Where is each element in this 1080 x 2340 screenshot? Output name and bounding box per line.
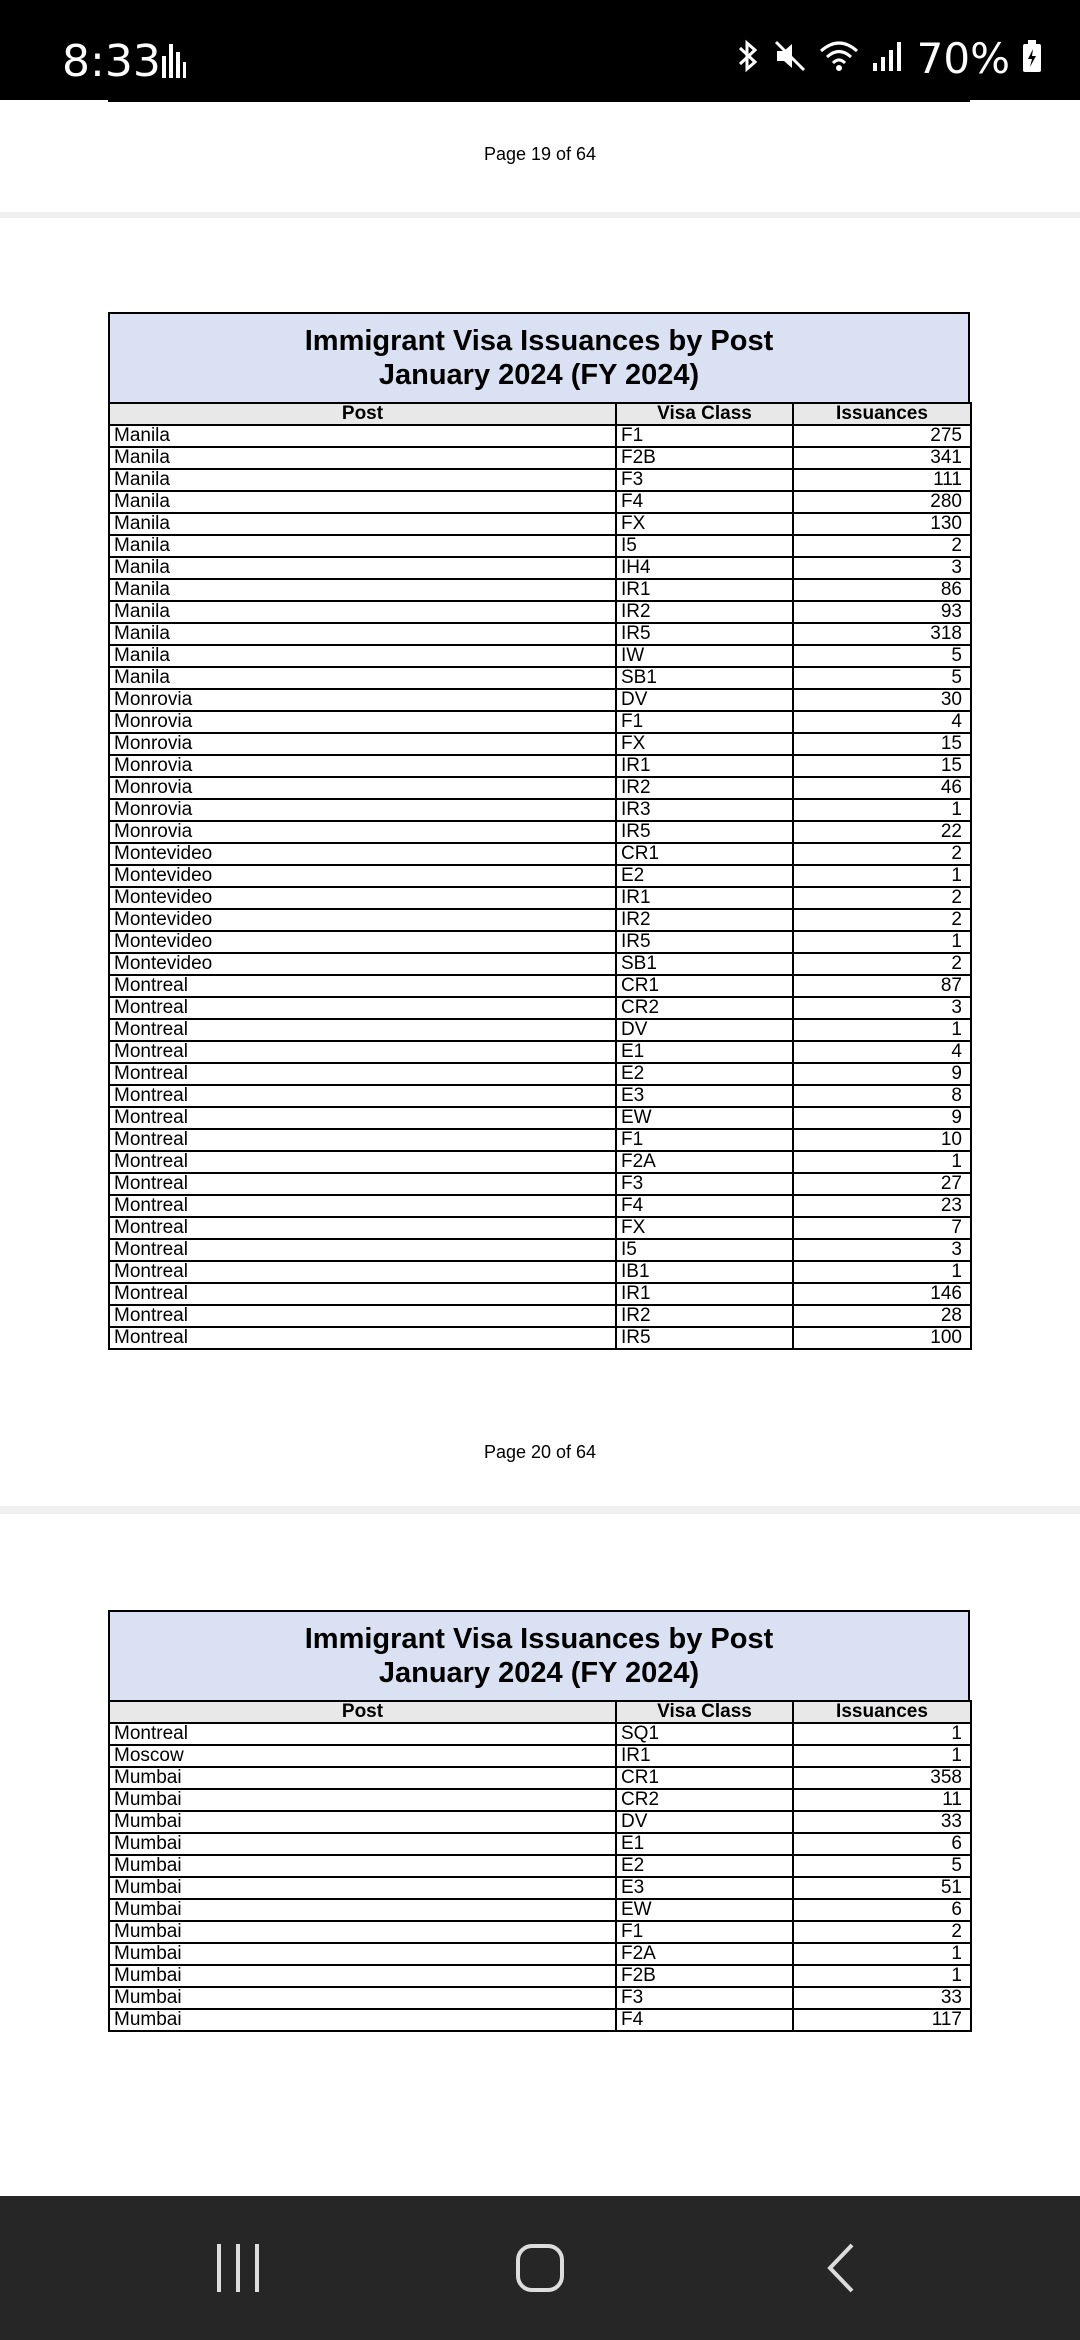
table-body bbox=[109, 425, 971, 1349]
table-row bbox=[109, 1723, 971, 1745]
cell-issuances: 15 bbox=[793, 755, 971, 777]
table-row bbox=[109, 975, 971, 997]
cell-issuances: 5 bbox=[793, 645, 971, 667]
cell-issuances: 27 bbox=[793, 1173, 971, 1195]
back-button[interactable] bbox=[812, 2238, 872, 2298]
home-icon bbox=[514, 2242, 566, 2294]
recent-apps-icon bbox=[213, 2242, 263, 2294]
cell-visa-class: IR5 bbox=[616, 931, 793, 953]
cell-post: Montreal bbox=[109, 1723, 616, 1745]
cell-visa-class: IR5 bbox=[616, 821, 793, 843]
cell-visa-class: E3 bbox=[616, 1085, 793, 1107]
cell-issuances: 1 bbox=[793, 1965, 971, 1987]
cell-post: Monrovia bbox=[109, 821, 616, 843]
cell-issuances: 2 bbox=[793, 953, 971, 975]
cell-issuances: 111 bbox=[793, 469, 971, 491]
cell-visa-class: E1 bbox=[616, 1833, 793, 1855]
cell-issuances: 3 bbox=[793, 557, 971, 579]
page-19-tail bbox=[0, 100, 1080, 212]
cell-issuances: 46 bbox=[793, 777, 971, 799]
cell-visa-class: F3 bbox=[616, 469, 793, 491]
table-row bbox=[109, 1217, 971, 1239]
cell-post: Mumbai bbox=[109, 1811, 616, 1833]
table-row bbox=[109, 1107, 971, 1129]
navigation-bar bbox=[0, 2196, 1080, 2340]
cell-post: Montreal bbox=[109, 1019, 616, 1041]
table-row bbox=[109, 1305, 971, 1327]
cell-visa-class: F1 bbox=[616, 425, 793, 447]
cell-issuances: 51 bbox=[793, 1877, 971, 1899]
cell-post: Manila bbox=[109, 557, 616, 579]
table-row bbox=[109, 777, 971, 799]
cell-issuances: 93 bbox=[793, 601, 971, 623]
column-header-post: Post bbox=[109, 403, 616, 425]
cell-visa-class: SB1 bbox=[616, 667, 793, 689]
cell-post: Manila bbox=[109, 579, 616, 601]
cell-visa-class: F4 bbox=[616, 491, 793, 513]
cell-post: Mumbai bbox=[109, 1789, 616, 1811]
cell-issuances: 1 bbox=[793, 865, 971, 887]
cell-post: Manila bbox=[109, 623, 616, 645]
cell-visa-class: IR1 bbox=[616, 1745, 793, 1767]
table-row bbox=[109, 1789, 971, 1811]
cell-post: Manila bbox=[109, 513, 616, 535]
visa-table-page-21 bbox=[108, 1610, 970, 2032]
cell-visa-class: IR1 bbox=[616, 1283, 793, 1305]
cell-visa-class: F2B bbox=[616, 1965, 793, 1987]
wifi-icon bbox=[819, 39, 859, 78]
cell-issuances: 341 bbox=[793, 447, 971, 469]
cell-issuances: 1 bbox=[793, 1745, 971, 1767]
cell-visa-class: E2 bbox=[616, 865, 793, 887]
cell-issuances: 33 bbox=[793, 1811, 971, 1833]
table-row bbox=[109, 755, 971, 777]
table-row bbox=[109, 1041, 971, 1063]
table-row bbox=[109, 1327, 971, 1349]
cell-visa-class: IW bbox=[616, 645, 793, 667]
table-row bbox=[109, 799, 971, 821]
cell-post: Montevideo bbox=[109, 843, 616, 865]
cell-post: Manila bbox=[109, 645, 616, 667]
table-row bbox=[109, 1019, 971, 1041]
page-number-20: Page 20 of 64 bbox=[483, 1442, 597, 1462]
table-row bbox=[109, 513, 971, 535]
cell-visa-class: DV bbox=[616, 1811, 793, 1833]
cell-issuances: 2 bbox=[793, 1921, 971, 1943]
cell-post: Monrovia bbox=[109, 799, 616, 821]
cell-post: Montreal bbox=[109, 997, 616, 1019]
table-row bbox=[109, 1151, 971, 1173]
cell-post: Montevideo bbox=[109, 865, 616, 887]
status-bar bbox=[0, 0, 1080, 100]
table-row bbox=[109, 1085, 971, 1107]
table-row bbox=[109, 1833, 971, 1855]
table-row bbox=[109, 1965, 971, 1987]
cell-post: Montreal bbox=[109, 1195, 616, 1217]
cell-post: Montevideo bbox=[109, 953, 616, 975]
table-row bbox=[109, 2009, 971, 2031]
cell-issuances: 86 bbox=[793, 579, 971, 601]
table-title bbox=[108, 312, 970, 402]
table-row bbox=[109, 447, 971, 469]
table-title-line2: January 2024 (FY 2024) bbox=[378, 359, 700, 391]
cell-visa-class: E3 bbox=[616, 1877, 793, 1899]
cell-post: Montreal bbox=[109, 1151, 616, 1173]
table-row bbox=[109, 1195, 971, 1217]
page-number-19: Page 19 of 64 bbox=[483, 144, 597, 164]
cell-visa-class: F1 bbox=[616, 1129, 793, 1151]
cell-issuances: 7 bbox=[793, 1217, 971, 1239]
activity-icon bbox=[162, 44, 186, 83]
cell-visa-class: IR1 bbox=[616, 887, 793, 909]
cell-post: Monrovia bbox=[109, 733, 616, 755]
cell-post: Mumbai bbox=[109, 2009, 616, 2031]
cell-issuances: 10 bbox=[793, 1129, 971, 1151]
table-row bbox=[109, 623, 971, 645]
table-row bbox=[109, 535, 971, 557]
table-row bbox=[109, 601, 971, 623]
cell-visa-class: F1 bbox=[616, 711, 793, 733]
cell-post: Montreal bbox=[109, 1217, 616, 1239]
table-row bbox=[109, 1129, 971, 1151]
table-row bbox=[109, 733, 971, 755]
cell-post: Manila bbox=[109, 447, 616, 469]
cell-visa-class: IR2 bbox=[616, 909, 793, 931]
cell-post: Mumbai bbox=[109, 1921, 616, 1943]
table-row bbox=[109, 711, 971, 733]
cell-visa-class: CR2 bbox=[616, 1789, 793, 1811]
cell-visa-class: F2A bbox=[616, 1151, 793, 1173]
table-row bbox=[109, 909, 971, 931]
cell-issuances: 33 bbox=[793, 1987, 971, 2009]
cell-issuances: 2 bbox=[793, 887, 971, 909]
cell-visa-class: IR1 bbox=[616, 755, 793, 777]
recent-apps-button[interactable] bbox=[208, 2238, 268, 2298]
cell-post: Manila bbox=[109, 469, 616, 491]
cell-visa-class: F4 bbox=[616, 1195, 793, 1217]
cell-issuances: 2 bbox=[793, 843, 971, 865]
cell-post: Mumbai bbox=[109, 1943, 616, 1965]
cell-issuances: 2 bbox=[793, 909, 971, 931]
table-row bbox=[109, 997, 971, 1019]
table-row bbox=[109, 1745, 971, 1767]
cell-visa-class: IR1 bbox=[616, 579, 793, 601]
mute-icon bbox=[773, 39, 807, 78]
cell-issuances: 3 bbox=[793, 1239, 971, 1261]
cell-visa-class: E1 bbox=[616, 1041, 793, 1063]
table-bottom-rule bbox=[108, 100, 970, 102]
cell-post: Moscow bbox=[109, 1745, 616, 1767]
cell-visa-class: CR1 bbox=[616, 843, 793, 865]
cell-visa-class: IH4 bbox=[616, 557, 793, 579]
cell-post: Montreal bbox=[109, 1041, 616, 1063]
table-row bbox=[109, 1987, 971, 2009]
signal-icon bbox=[871, 39, 905, 78]
cell-issuances: 22 bbox=[793, 821, 971, 843]
cell-visa-class: SQ1 bbox=[616, 1723, 793, 1745]
document-viewer[interactable] bbox=[0, 100, 1080, 2196]
cell-issuances: 280 bbox=[793, 491, 971, 513]
table-row bbox=[109, 469, 971, 491]
column-header-issuances: Issuances bbox=[793, 1701, 971, 1723]
cell-issuances: 8 bbox=[793, 1085, 971, 1107]
table-row bbox=[109, 1811, 971, 1833]
cell-issuances: 5 bbox=[793, 1855, 971, 1877]
cell-visa-class: F4 bbox=[616, 2009, 793, 2031]
cell-post: Manila bbox=[109, 535, 616, 557]
table-row bbox=[109, 843, 971, 865]
table-row bbox=[109, 1283, 971, 1305]
cell-visa-class: EW bbox=[616, 1899, 793, 1921]
cell-issuances: 1 bbox=[793, 1943, 971, 1965]
cell-issuances: 6 bbox=[793, 1899, 971, 1921]
table-row bbox=[109, 887, 971, 909]
cell-visa-class: I5 bbox=[616, 1239, 793, 1261]
cell-post: Mumbai bbox=[109, 1987, 616, 2009]
cell-visa-class: CR1 bbox=[616, 975, 793, 997]
cell-post: Montreal bbox=[109, 975, 616, 997]
cell-issuances: 30 bbox=[793, 689, 971, 711]
cell-visa-class: CR1 bbox=[616, 1767, 793, 1789]
cell-post: Monrovia bbox=[109, 689, 616, 711]
column-header-post: Post bbox=[109, 1701, 616, 1723]
cell-post: Montreal bbox=[109, 1283, 616, 1305]
cell-post: Montreal bbox=[109, 1239, 616, 1261]
cell-issuances: 23 bbox=[793, 1195, 971, 1217]
table-header-row bbox=[109, 1701, 971, 1723]
cell-visa-class: F2B bbox=[616, 447, 793, 469]
table-row bbox=[109, 1943, 971, 1965]
cell-visa-class: F1 bbox=[616, 1921, 793, 1943]
cell-post: Montreal bbox=[109, 1327, 616, 1349]
cell-post: Monrovia bbox=[109, 755, 616, 777]
table-row bbox=[109, 953, 971, 975]
cell-visa-class: FX bbox=[616, 733, 793, 755]
cell-visa-class: F3 bbox=[616, 1987, 793, 2009]
table-row bbox=[109, 1063, 971, 1085]
cell-issuances: 4 bbox=[793, 1041, 971, 1063]
cell-post: Mumbai bbox=[109, 1833, 616, 1855]
table-row bbox=[109, 1261, 971, 1283]
cell-issuances: 1 bbox=[793, 1261, 971, 1283]
table-row bbox=[109, 1877, 971, 1899]
cell-issuances: 1 bbox=[793, 799, 971, 821]
table-title-line2: January 2024 (FY 2024) bbox=[378, 1657, 700, 1689]
column-header-visa-class: Visa Class bbox=[616, 403, 793, 425]
cell-visa-class: F3 bbox=[616, 1173, 793, 1195]
cell-issuances: 100 bbox=[793, 1327, 971, 1349]
cell-issuances: 318 bbox=[793, 623, 971, 645]
cell-issuances: 9 bbox=[793, 1063, 971, 1085]
cell-visa-class: DV bbox=[616, 1019, 793, 1041]
cell-visa-class: IR2 bbox=[616, 601, 793, 623]
table-row bbox=[109, 645, 971, 667]
cell-post: Mumbai bbox=[109, 1767, 616, 1789]
table-title bbox=[108, 1610, 970, 1700]
table-row bbox=[109, 1173, 971, 1195]
status-time: 8:33 bbox=[62, 36, 161, 87]
cell-visa-class: IR2 bbox=[616, 1305, 793, 1327]
cell-post: Montevideo bbox=[109, 909, 616, 931]
cell-visa-class: I5 bbox=[616, 535, 793, 557]
visa-table bbox=[108, 402, 972, 1350]
cell-post: Montreal bbox=[109, 1129, 616, 1151]
visa-table bbox=[108, 1700, 972, 2032]
cell-post: Montreal bbox=[109, 1261, 616, 1283]
home-button[interactable] bbox=[510, 2238, 570, 2298]
cell-post: Manila bbox=[109, 425, 616, 447]
cell-issuances: 358 bbox=[793, 1767, 971, 1789]
battery-icon bbox=[1022, 39, 1042, 78]
cell-post: Montevideo bbox=[109, 887, 616, 909]
cell-issuances: 5 bbox=[793, 667, 971, 689]
cell-post: Manila bbox=[109, 601, 616, 623]
cell-post: Montreal bbox=[109, 1107, 616, 1129]
cell-post: Montreal bbox=[109, 1085, 616, 1107]
table-title-line1: Immigrant Visa Issuances by Post bbox=[304, 1623, 774, 1655]
cell-visa-class: FX bbox=[616, 513, 793, 535]
cell-post: Montreal bbox=[109, 1063, 616, 1085]
cell-post: Montreal bbox=[109, 1173, 616, 1195]
column-header-issuances: Issuances bbox=[793, 403, 971, 425]
cell-issuances: 15 bbox=[793, 733, 971, 755]
table-row bbox=[109, 1855, 971, 1877]
cell-issuances: 1 bbox=[793, 931, 971, 953]
table-row bbox=[109, 1767, 971, 1789]
table-header-row bbox=[109, 403, 971, 425]
cell-visa-class: EW bbox=[616, 1107, 793, 1129]
cell-post: Mumbai bbox=[109, 1899, 616, 1921]
cell-issuances: 2 bbox=[793, 535, 971, 557]
cell-issuances: 28 bbox=[793, 1305, 971, 1327]
cell-issuances: 1 bbox=[793, 1723, 971, 1745]
column-header-visa-class: Visa Class bbox=[616, 1701, 793, 1723]
cell-visa-class: FX bbox=[616, 1217, 793, 1239]
table-row bbox=[109, 1921, 971, 1943]
cell-post: Mumbai bbox=[109, 1965, 616, 1987]
cell-visa-class: IR2 bbox=[616, 777, 793, 799]
cell-visa-class: SB1 bbox=[616, 953, 793, 975]
cell-visa-class: IB1 bbox=[616, 1261, 793, 1283]
back-icon bbox=[822, 2241, 862, 2295]
bluetooth-icon bbox=[735, 39, 761, 78]
cell-post: Mumbai bbox=[109, 1855, 616, 1877]
cell-issuances: 1 bbox=[793, 1151, 971, 1173]
battery-percent: 70% bbox=[916, 34, 1010, 83]
table-title-line1: Immigrant Visa Issuances by Post bbox=[304, 325, 774, 357]
table-body bbox=[109, 1723, 971, 2031]
visa-table-page-20 bbox=[108, 312, 970, 1350]
cell-visa-class: E2 bbox=[616, 1063, 793, 1085]
table-row bbox=[109, 491, 971, 513]
cell-visa-class: DV bbox=[616, 689, 793, 711]
cell-post: Monrovia bbox=[109, 777, 616, 799]
cell-visa-class: F2A bbox=[616, 1943, 793, 1965]
cell-issuances: 1 bbox=[793, 1019, 971, 1041]
table-row bbox=[109, 579, 971, 601]
table-row bbox=[109, 557, 971, 579]
cell-issuances: 146 bbox=[793, 1283, 971, 1305]
cell-visa-class: E2 bbox=[616, 1855, 793, 1877]
cell-post: Manila bbox=[109, 667, 616, 689]
cell-post: Montreal bbox=[109, 1305, 616, 1327]
cell-visa-class: IR5 bbox=[616, 623, 793, 645]
table-row bbox=[109, 667, 971, 689]
cell-issuances: 4 bbox=[793, 711, 971, 733]
table-row bbox=[109, 425, 971, 447]
cell-issuances: 6 bbox=[793, 1833, 971, 1855]
cell-issuances: 117 bbox=[793, 2009, 971, 2031]
cell-visa-class: IR3 bbox=[616, 799, 793, 821]
cell-issuances: 87 bbox=[793, 975, 971, 997]
cell-visa-class: IR5 bbox=[616, 1327, 793, 1349]
table-row bbox=[109, 821, 971, 843]
cell-post: Monrovia bbox=[109, 711, 616, 733]
cell-issuances: 11 bbox=[793, 1789, 971, 1811]
cell-visa-class: CR2 bbox=[616, 997, 793, 1019]
cell-issuances: 3 bbox=[793, 997, 971, 1019]
table-row bbox=[109, 865, 971, 887]
page-21 bbox=[0, 1514, 1080, 2196]
cell-issuances: 9 bbox=[793, 1107, 971, 1129]
cell-post: Mumbai bbox=[109, 1877, 616, 1899]
table-row bbox=[109, 931, 971, 953]
table-row bbox=[109, 1899, 971, 1921]
page-20 bbox=[0, 218, 1080, 1506]
cell-issuances: 130 bbox=[793, 513, 971, 535]
status-icons bbox=[735, 34, 1042, 83]
cell-post: Manila bbox=[109, 491, 616, 513]
table-row bbox=[109, 689, 971, 711]
cell-issuances: 275 bbox=[793, 425, 971, 447]
table-row bbox=[109, 1239, 971, 1261]
cell-post: Montevideo bbox=[109, 931, 616, 953]
